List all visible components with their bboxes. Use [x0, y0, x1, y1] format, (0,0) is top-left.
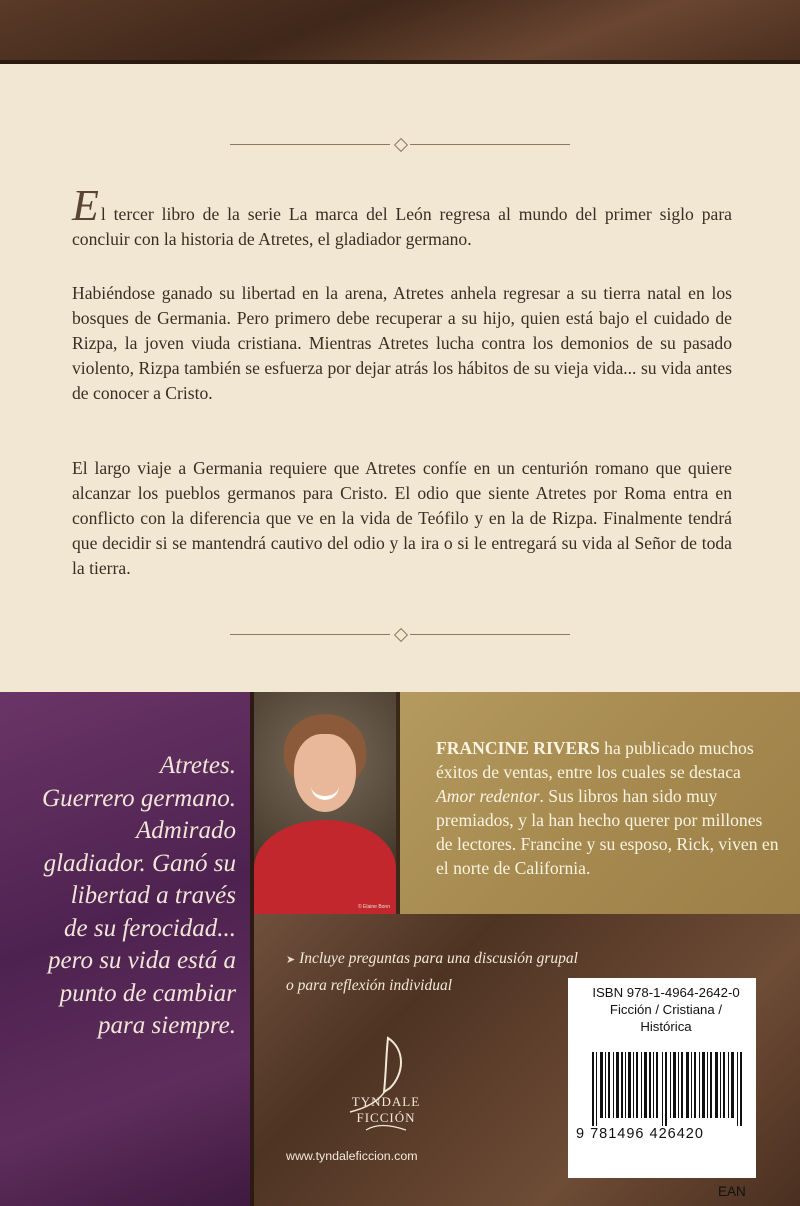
- quote-line: Admirado: [136, 817, 236, 844]
- photo-credit: © Elaine Bonn: [357, 904, 390, 910]
- author-bio-text-2: . Sus libros han sido muy premiados, y la han hecho querer por millones de lectores. Francine y su esposo, Rick, viven en el norte de California.: [436, 786, 779, 878]
- quote-line: para siempre.: [98, 1012, 236, 1039]
- isbn-number: ISBN 978-1-4964-2642-0: [592, 985, 740, 1000]
- quote-line: libertad a través: [70, 882, 236, 909]
- quote-line: gladiador. Ganó su: [43, 849, 236, 877]
- photo-red-scarf: [254, 820, 396, 914]
- blurb-paragraph-3: El largo viaje a Germania requiere que Atretes confíe en un centurión romano que quiere alcanzar los pueblos germanos para Cristo. El odio que siente Atretes por Roma entra en conflicto con la diferencia que ve en la vida de Teófilo y en la de Rizpa. Finalmente tendrá que decidir si se mantendrá cautivo del odio y la ira o si le entregará su vida al Señor de toda la tierra.: [72, 458, 732, 578]
- discussion-guide-note: [286, 946, 586, 998]
- isbn-info: [576, 984, 756, 1035]
- character-quote: [16, 750, 236, 1043]
- publisher-website: www.tyndaleficcion.com: [286, 1149, 418, 1163]
- logo-line-2: FICCIÓN: [356, 1110, 416, 1125]
- bottom-ornament-divider: [230, 630, 570, 640]
- quote-line: Atretes.: [159, 752, 236, 779]
- logo-line-1: TYNDALE: [351, 1094, 421, 1109]
- author-bio: [436, 736, 782, 880]
- quote-line: pero su vida está a: [48, 947, 236, 974]
- isbn-category-2: Histórica: [640, 1019, 692, 1034]
- top-leather-band: [0, 0, 800, 64]
- barcode-icon: [592, 1052, 742, 1126]
- blurb-paragraph-2: Habiéndose ganado su libertad en la arena, Atretes anhela regresar a su tierra natal en los bosques de Germania. Pero primero debe recuperar a su hijo, quien está bajo el cuidado de Rizpa, la joven viuda cristiana. Mientras Atretes lucha contra los demonios de su pasado violento, Rizpa también se esfuerza por dejar atrás los hábitos de su vieja vida... su vida antes de conocer a Cristo.: [72, 283, 732, 403]
- top-ornament-divider: [230, 140, 570, 150]
- publisher-logo-text: [336, 1094, 436, 1126]
- author-name: FRANCINE RIVERS: [436, 738, 600, 758]
- author-photo: [254, 692, 396, 914]
- photo-face: [294, 734, 356, 812]
- discussion-guide-text: Incluye preguntas para una discusión grupal o para reflexión individual: [286, 950, 578, 994]
- arrow-bullet-icon: ➤: [286, 954, 296, 966]
- quote-line: punto de cambiar: [59, 979, 236, 1007]
- blurb-paragraph-1: [72, 181, 732, 252]
- blurb-paragraph-1-text: l tercer libro de la serie La marca del León regresa al mundo del primer siglo para concluir con la historia de Atretes, el gladiador germano.: [72, 204, 732, 249]
- author-bio-text-1: ha publicado muchos éxitos de ventas, entre los cuales se destaca: [436, 738, 754, 782]
- quote-line: de su ferocidad...: [64, 914, 236, 942]
- featured-book-title: Amor redentor: [436, 786, 540, 806]
- isbn-category: Ficción / Cristiana /: [609, 1002, 723, 1017]
- dropcap-letter: E: [72, 181, 99, 230]
- ean-label: EAN: [718, 1184, 746, 1199]
- quote-line: Guerrero germano.: [42, 784, 236, 812]
- isbn-barcode-box: [568, 978, 756, 1178]
- barcode-digits: 9 781496 426420: [576, 1126, 704, 1142]
